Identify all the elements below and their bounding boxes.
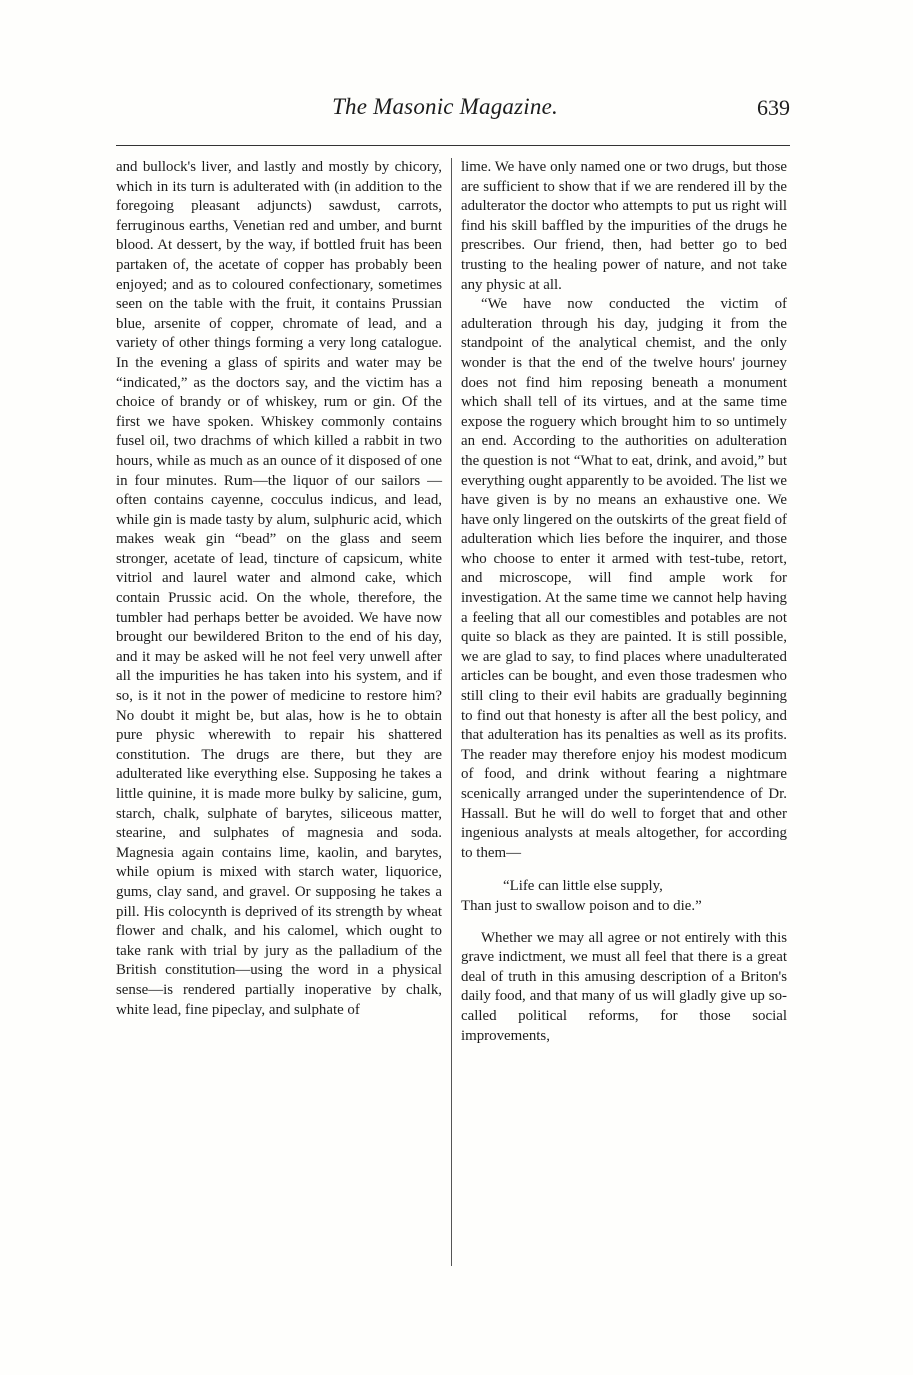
page-header (100, 94, 790, 134)
running-title: The Masonic Magazine. (332, 94, 558, 119)
left-column-paragraph: and bullock's liver, and lastly and mostly by chicory, which in its turn is adulterated with (in addition to the foregoing pleasant adjuncts) sawdust, carrots, ferruginous earths, Venetian red and umber, and burnt blood. At dessert, by the way, if bottled fruit has been partaken of, the acetate of copper has probably been enjoyed; and as to coloured confectionary, sometimes seen on the table with the fruit, it contains Prussian blue, arsenite of copper, chromate of lead, and a variety of other things forming a very long catalogue. In the evening a glass of spirits and water may be “indicated,” as the doctors say, and the victim has a choice of brandy or of whiskey, rum or gin. Of the first we have spoken. Whiskey commonly contains fusel oil, two drachms of which killed a rabbit in two hours, while as much as an ounce of it disposed of one in four minutes. Rum—the liquor of our sailors —often contains cayenne, cocculus indicus, and lead, while gin is made tasty by alum, sulphuric acid, which makes weak gin “bead” on the glass and seem stronger, acetate of lead, tincture of capsicum, white vitriol and laurel water and almond cake, which contain Prussic acid. On the whole, therefore, the tumbler had perhaps better be avoided. We have now brought our bewildered Briton to the end of his day, and it may be asked will he not feel very unwell after all the impurities he has taken into his system, and if so, is it not in the power of medicine to restore him? No doubt it might be, but alas, how is he to obtain pure physic wherewith to repair his shattered constitution. The drugs are there, but they are adulterated like everything else. Supposing he takes a little quinine, it is made more bulky by salicine, gum, starch, chalk, sulphate of barytes, siliceous matter, stearine, and sulphates of magnesia and soda. Magnesia again contains lime, kaolin, and barytes, while opium is mixed with starch water, liquorice, gums, clay sand, and gravel. Or supposing he takes a pill. His colocynth is deprived of its strength by wheat flower and chalk, and his calomel, which ought to take rank with trial by jury as the palladium of the British constitution—using the word in a physical sense—is rendered partially inoperative by chalk, white lead, fine pipeclay, and sulphate of (116, 159, 442, 1018)
verse-line-2: Than just to swallow poison and to die.” (461, 897, 702, 914)
column-divider (451, 158, 452, 1266)
right-column-paragraph-2: “We have now conducted the victim of adulteration through his day, judging it from the standpoint of the analytical chemist, and the only wonder is that the end of the twelve hours' journey does not find him reposing beneath a monument which shall tell of its virtues, and at the same time expose the roguery which brought him to so untimely an end. According to the authorities on adulteration the question is not “What to eat, drink, and avoid,” but everything ought apparently to be avoided. The list we have given is by no means an exhaustive one. We have only lingered on the outskirts of the great field of adulteration which lies before the inquirer, and those who choose to enter it armed with test-tube, retort, and microscope, will find ample work for investigation. At the same time we cannot help having a feeling that all our comestibles and potables are not quite so black as they are painted. It is still possible, we are glad to say, to find places where unadulterated articles can be bought, and even those tradesmen who still cling to their evil habits are gradually beginning to find out that honesty is after all the best policy, and that adulteration has its penalties as well as its profits. The reader may therefore enjoy his modest modicum of food, and drink without fearing a nightmare scenically arranged under the superintendence of Dr. Hassall. But he will do well to forget that and other ingenious analysts at meals altogether, for according to them— (461, 296, 787, 861)
header-rule (116, 145, 790, 146)
right-column (461, 158, 787, 1046)
right-column-paragraph-1: lime. We have only named one or two drugs, but those are sufficient to show that if we are rendered ill by the adulterator the doctor who attempts to put us right will find his skill baffled by the impurities of the drugs he prescribes. Our friend, then, had better go to bed trusting to the healing power of nature, and not take any physic at all. (461, 159, 787, 293)
verse-quotation (461, 877, 787, 916)
left-column (116, 158, 442, 1020)
verse-line-1: “Life can little else supply, (503, 878, 663, 895)
right-column-paragraph-3: Whether we may all agree or not entirely with this grave indictment, we must all feel that there is a great deal of truth in this amusing description of a Briton's daily food, and that many of us will gladly give up so-called political reforms, for those social improvements, (461, 929, 787, 1044)
page-number: 639 (757, 95, 790, 120)
